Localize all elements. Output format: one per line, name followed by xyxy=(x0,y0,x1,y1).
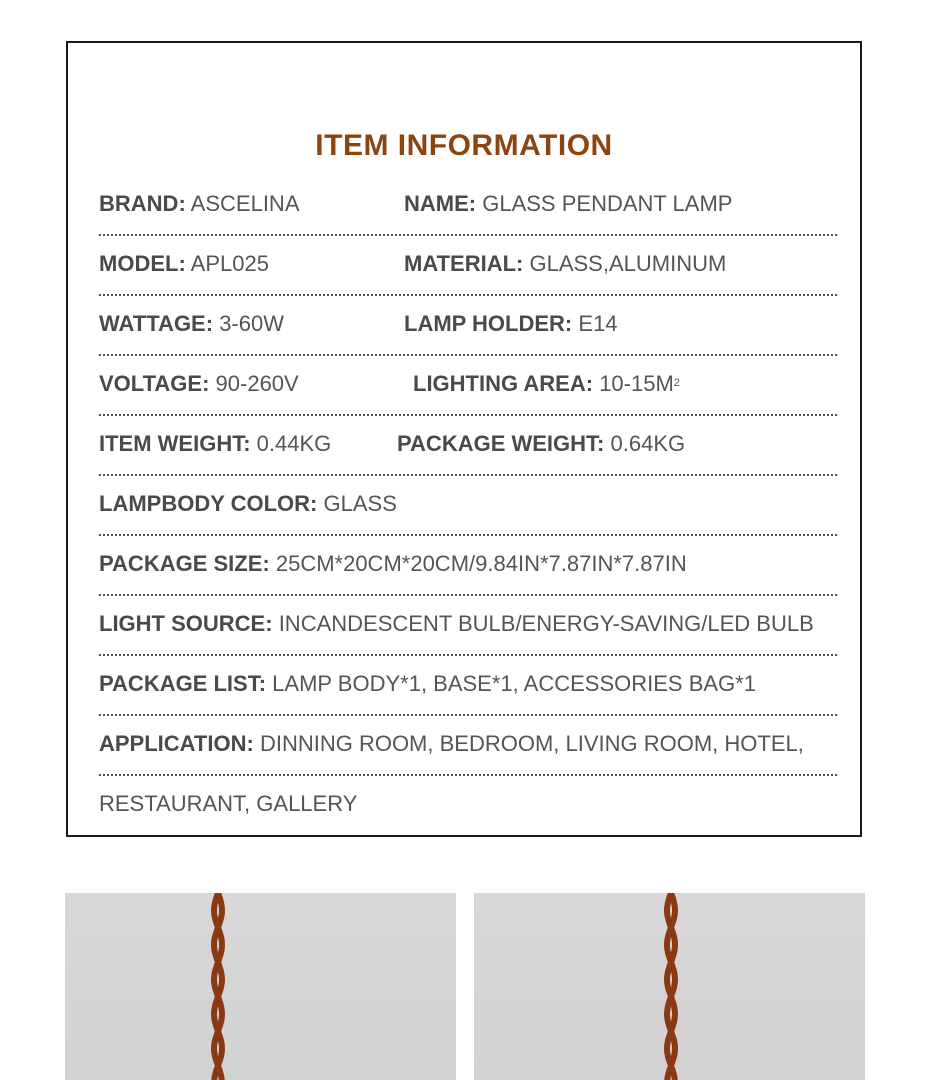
twisted-cord-icon xyxy=(214,893,222,1079)
spec-name: NAME: GLASS PENDANT LAMP xyxy=(404,191,733,216)
spec-row xyxy=(99,656,837,716)
spec-application: APPLICATION: DINNING ROOM, BEDROOM, LIVING ROOM, HOTEL, xyxy=(99,731,804,756)
product-photo-left xyxy=(65,893,456,1080)
spec-row xyxy=(99,296,837,356)
spec-row xyxy=(99,176,837,236)
spec-row xyxy=(99,416,837,476)
item-information-panel xyxy=(66,41,862,837)
spec-wattage: WATTAGE: 3-60W xyxy=(99,311,284,336)
twisted-cord-icon xyxy=(667,893,675,1079)
spec-lighting-area: LIGHTING AREA: $10-15M^2$ xyxy=(413,371,680,396)
pendant-cord-photo-icon xyxy=(474,893,865,1080)
spec-brand: BRAND: ASCELINA xyxy=(99,191,300,216)
spec-row xyxy=(99,536,837,596)
spec-material: MATERIAL: GLASS,ALUMINUM xyxy=(404,251,727,276)
spec-light-source: LIGHT SOURCE: INCANDESCENT BULB/ENERGY-SAVING/LED BULB xyxy=(99,611,814,636)
spec-row xyxy=(99,776,837,836)
spec-row xyxy=(99,596,837,656)
spec-row xyxy=(99,356,837,416)
spec-application-continued: RESTAURANT, GALLERY xyxy=(99,791,358,816)
spec-package-weight: PACKAGE WEIGHT: 0.64KG xyxy=(397,431,686,456)
section-title: ITEM INFORMATION xyxy=(315,129,613,162)
superscript: 2 xyxy=(673,377,680,389)
spec-voltage: VOLTAGE: 90-260V xyxy=(99,371,299,396)
spec-row xyxy=(99,476,837,536)
spec-item-weight: ITEM WEIGHT: 0.44KG xyxy=(99,431,332,456)
spec-lampbody-color: LAMPBODY COLOR: GLASS xyxy=(99,491,397,516)
pendant-cord-photo-icon xyxy=(65,893,456,1080)
spec-package-list: PACKAGE LIST: LAMP BODY*1, BASE*1, ACCESSORIES BAG*1 xyxy=(99,671,756,696)
spec-lamp-holder: LAMP HOLDER: E14 xyxy=(404,311,618,336)
product-photo-right xyxy=(474,893,865,1080)
spec-package-size: PACKAGE SIZE: 25CM*20CM*20CM/9.84IN*7.87IN*7.87IN xyxy=(99,551,687,576)
spec-row xyxy=(99,236,837,296)
spec-model: MODEL: APL025 xyxy=(99,251,269,276)
spec-row xyxy=(99,716,837,776)
